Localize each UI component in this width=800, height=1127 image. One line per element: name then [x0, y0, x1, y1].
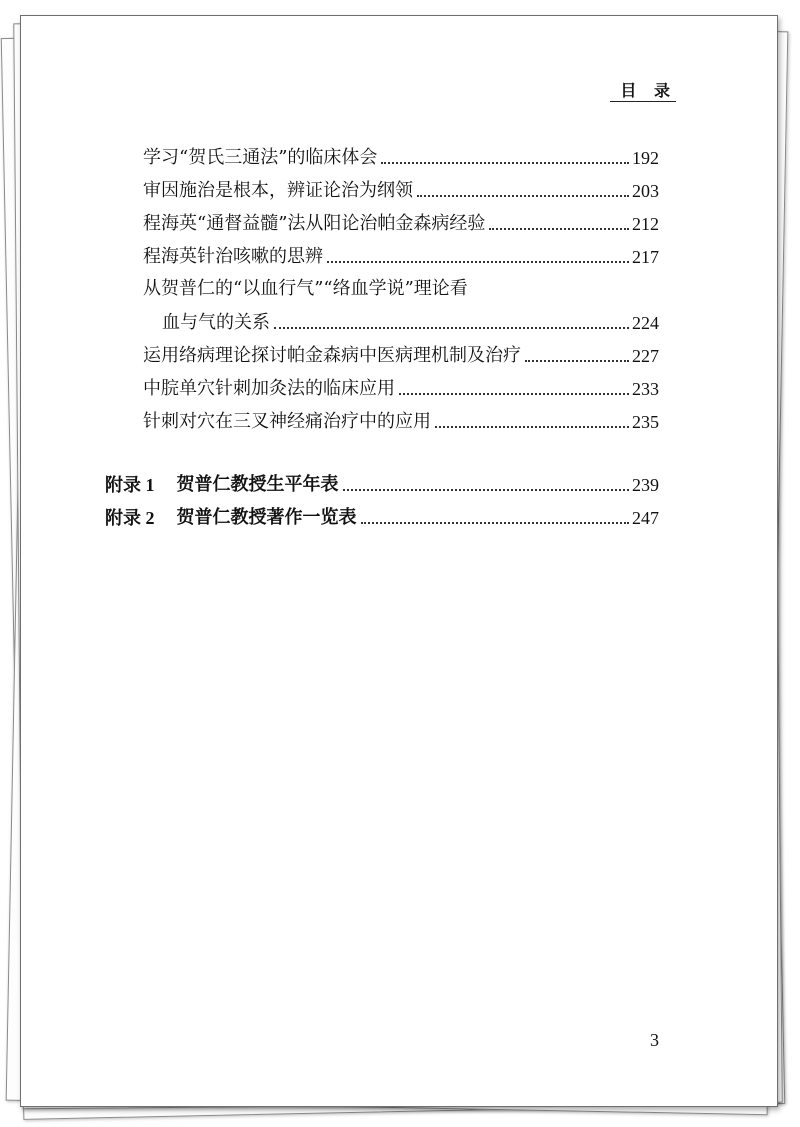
appendix-label: 附录 2: [105, 508, 155, 528]
toc-entry-page: 203: [632, 181, 659, 201]
dot-leader: [343, 489, 630, 491]
toc-entry[interactable]: [143, 141, 659, 171]
dot-leader: [417, 195, 629, 197]
toc-entry-title-line1[interactable]: 从贺普仁的“以血行气”“络血学说”理论看: [143, 278, 468, 299]
appendix-title: 贺普仁教授生平年表: [176, 474, 339, 495]
header-underline: [610, 101, 676, 102]
toc-entry-page: 233: [632, 379, 659, 399]
page-number: 3: [650, 1030, 659, 1050]
dot-leader: [399, 393, 629, 395]
toc-entry-page: 227: [632, 346, 659, 366]
toc-entry[interactable]: [143, 372, 659, 402]
toc-entry[interactable]: [143, 174, 659, 204]
appendix-page: 247: [632, 508, 659, 528]
toc-entry-page: 212: [632, 214, 659, 234]
dot-leader: [381, 162, 629, 164]
appendix-title: 贺普仁教授著作一览表: [176, 507, 357, 528]
toc-entry-title: 运用络病理论探讨帕金森病中医病理机制及治疗: [143, 345, 521, 366]
appendix-label: 附录 1: [105, 475, 155, 495]
page-header-title: 目 录: [620, 81, 676, 100]
toc-entry-page: 224: [632, 313, 659, 333]
dot-leader: [274, 327, 629, 329]
toc-appendix-entry[interactable]: [105, 501, 659, 531]
toc-entry-title: 程海英“通督益髓”法从阳论治帕金森病经验: [143, 213, 486, 234]
dot-leader: [435, 426, 629, 428]
toc-entry[interactable]: [143, 405, 659, 435]
appendix-page: 239: [632, 475, 659, 495]
toc-entry[interactable]: [143, 240, 659, 270]
dot-leader: [327, 261, 629, 263]
toc-entry-title: 中脘单穴针刺加灸法的临床应用: [143, 378, 395, 399]
dot-leader: [489, 228, 629, 230]
toc-entry-title-line2: 血与气的关系: [162, 312, 270, 333]
toc-entry-title: 学习“贺氏三通法”的临床体会: [143, 147, 378, 168]
toc-entry-title: 针刺对穴在三叉神经痛治疗中的应用: [143, 411, 431, 432]
toc-entry-page: 235: [632, 412, 659, 432]
dot-leader: [525, 360, 629, 362]
toc-entry[interactable]: [143, 339, 659, 369]
toc-entry-page: 192: [632, 148, 659, 168]
dot-leader: [361, 522, 630, 524]
toc-entry[interactable]: [162, 306, 659, 336]
toc-entry[interactable]: [143, 207, 659, 237]
toc-entry-title: 审因施治是根本，辨证论治为纲领: [143, 180, 413, 201]
toc-entry-page: 217: [632, 247, 659, 267]
toc-appendix-entry[interactable]: [105, 468, 659, 498]
toc-entry-title: 程海英针治咳嗽的思辨: [143, 246, 323, 267]
